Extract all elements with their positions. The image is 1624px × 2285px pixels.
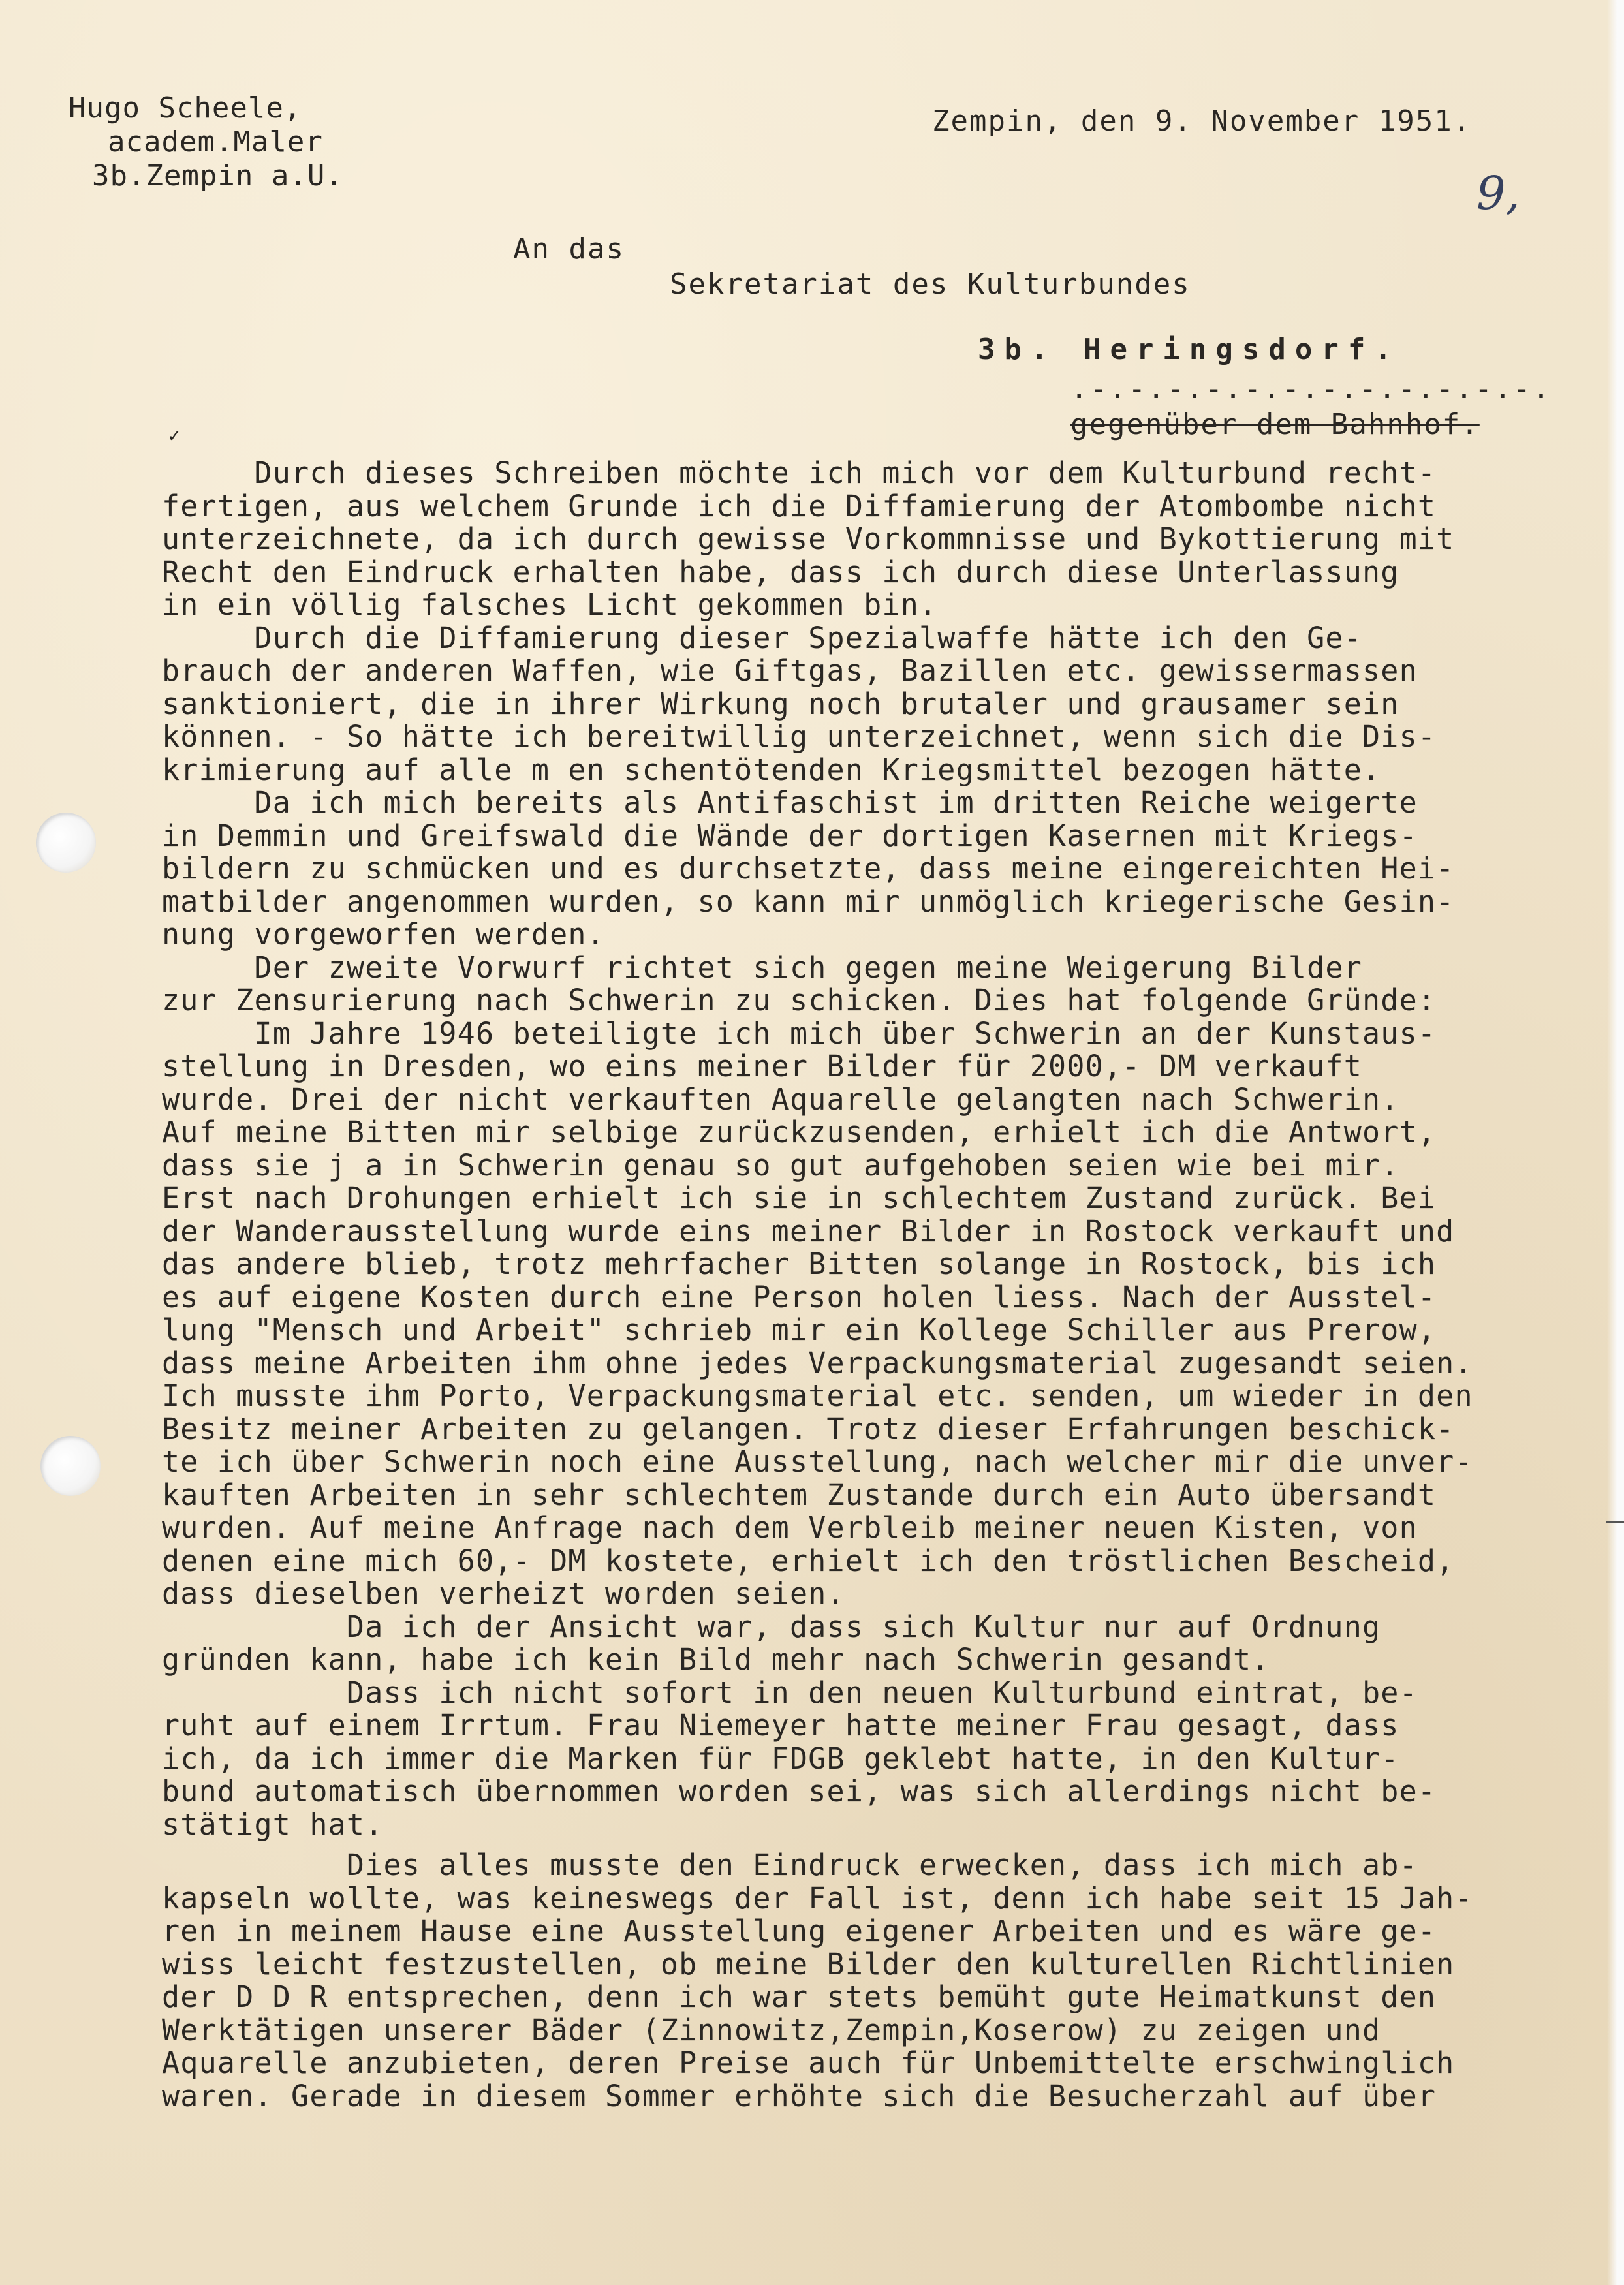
body-line: ren in meinem Hause eine Ausstellung eigener Arbeiten und es wäre ge-: [162, 1914, 1437, 1948]
body-line: krimierung auf alle m en schentötenden Kriegsmittel bezogen hätte.: [162, 752, 1381, 787]
body-line: denen eine mich 60,- DM kostete, erhielt ich den tröstlichen Bescheid,: [162, 1543, 1455, 1578]
body-line: Recht den Eindruck erhalten habe, dass ich durch diese Unterlassung: [162, 554, 1399, 589]
body-line: Durch dieses Schreiben möchte ich mich vor dem Kulturbund recht-: [162, 456, 1437, 490]
body-line: unterzeichnete, da ich durch gewisse Vorkommnisse und Bykottierung mit: [162, 521, 1455, 556]
body-line: Im Jahre 1946 beteiligte ich mich über Schwerin an der Kunstaus-: [162, 1016, 1437, 1051]
body-line: ruht auf einem Irrtum. Frau Niemeyer hatte meiner Frau gesagt, dass: [162, 1708, 1399, 1743]
body-line: waren. Gerade in diesem Sommer erhöhte sich die Besucherzahl auf über: [162, 2078, 1437, 2113]
punch-hole-lower: [40, 1436, 101, 1496]
body-line: wurden. Auf meine Anfrage nach dem Verbleib meiner neuen Kisten, von: [162, 1510, 1418, 1545]
body-line: matbilder angenommen wurden, so kann mir unmöglich kriegerische Gesin-: [162, 884, 1455, 919]
body-line: gründen kann, habe ich kein Bild mehr nach Schwerin gesandt.: [162, 1642, 1270, 1677]
body-line: das andere blieb, trotz mehrfacher Bitten solange in Rostock, bis ich: [162, 1247, 1437, 1281]
sender-name: Hugo Scheele,: [69, 91, 302, 125]
body-line: wurde. Drei der nicht verkauften Aquarelle gelangten nach Schwerin.: [162, 1081, 1399, 1117]
body-line: in Demmin und Greifswald die Wände der dortigen Kasernen mit Kriegs-: [162, 818, 1418, 853]
body-line: dass meine Arbeiten ihm ohne jedes Verpackungsmaterial zugesandt seien.: [162, 1345, 1473, 1380]
body-line: Erst nach Drohungen erhielt ich sie in schlechtem Zustand zurück. Bei: [162, 1181, 1437, 1215]
body-line: der Wanderausstellung wurde eins meiner Bilder in Rostock verkauft und: [162, 1213, 1455, 1249]
body-line: nung vorgeworfen werden.: [162, 917, 606, 952]
body-line: zur Zensurierung nach Schwerin zu schicken. Dies hat folgende Gründe:: [162, 983, 1437, 1018]
body-line: brauch der anderen Waffen, wie Giftgas, Bazillen etc. gewissermassen: [162, 653, 1418, 688]
letter-date: Zempin, den 9. November 1951.: [932, 104, 1472, 138]
body-line: ich, da ich immer die Marken für FDGB geklebt hatte, in den Kultur-: [162, 1741, 1399, 1776]
body-line: stätigt hat.: [162, 1807, 384, 1842]
body-line: Der zweite Vorwurf richtet sich gegen meine Weigerung Bilder: [162, 950, 1362, 985]
body-line: Besitz meiner Arbeiten zu gelangen. Trotz dieser Erfahrungen beschick-: [162, 1411, 1455, 1446]
body-line: Aquarelle anzubieten, deren Preise auch für Unbemittelte erschwinglich: [162, 2045, 1455, 2080]
body-line: stellung in Dresden, wo eins meiner Bilder für 2000,- DM verkauft: [162, 1049, 1362, 1083]
check-mark: ✓: [168, 424, 181, 447]
body-line: kapseln wollte, was keineswegs der Fall ist, denn ich habe seit 15 Jah-: [162, 1880, 1473, 1916]
body-line: es auf eigene Kosten durch eine Person holen liess. Nach der Ausstel-: [162, 1279, 1437, 1314]
body-line: dass dieselben verheizt worden seien.: [162, 1576, 845, 1611]
body-line: Da ich der Ansicht war, dass sich Kultur nur auf Ordnung: [162, 1609, 1381, 1644]
body-line: in ein völlig falsches Licht gekommen bin.: [162, 587, 938, 622]
body-line: Durch die Diffamierung dieser Spezialwaffe hätte ich den Ge-: [162, 620, 1362, 655]
letter-body: [162, 457, 1598, 2113]
body-line: der D D R entsprechen, denn ich war stets bemüht gute Heimatkunst den: [162, 1980, 1437, 2014]
body-line: kauften Arbeiten in sehr schlechtem Zustande durch ein Auto übersandt: [162, 1477, 1437, 1512]
handwritten-page-number: 9,: [1476, 166, 1520, 220]
body-line: Ich musste ihm Porto, Verpackungsmaterial etc. senden, um wieder in den: [162, 1378, 1473, 1413]
sender-title: academ.Maler: [108, 125, 323, 159]
body-line: Dass ich nicht sofort in den neuen Kulturbund eintrat, be-: [162, 1675, 1418, 1710]
body-line: sanktioniert, die in ihrer Wirkung noch brutaler und grausamer sein: [162, 686, 1399, 721]
recipient-line-2: Sekretariat des Kulturbundes: [670, 268, 1191, 301]
sender-place: 3b.Zempin a.U.: [92, 159, 343, 193]
body-line: Da ich mich bereits als Antifaschist im dritten Reiche weigerte: [162, 785, 1418, 820]
recipient-line-1: An das: [513, 232, 625, 266]
body-line: Dies alles musste den Eindruck erwecken, dass ich mich ab-: [162, 1848, 1418, 1882]
punch-hole-upper: [36, 813, 96, 873]
body-line: te ich über Schwerin noch eine Ausstellung, nach welcher mir die unver-: [162, 1444, 1473, 1479]
recipient-divider: .-.-.-.-.-.-.-.-.-.-.-.-.: [1070, 372, 1552, 405]
body-line: fertigen, aus welchem Grunde ich die Diffamierung der Atombombe nicht: [162, 488, 1437, 523]
body-line: dass sie j a in Schwerin genau so gut aufgehoben seien wie bei mir.: [162, 1147, 1399, 1183]
sender-address: [69, 91, 343, 193]
recipient-city: 3b. Heringsdorf.: [978, 333, 1401, 366]
body-line: bund automatisch übernommen worden sei, was sich allerdings nicht be-: [162, 1774, 1437, 1809]
body-line: wiss leicht festzustellen, ob meine Bilder den kulturellen Richtlinien: [162, 1946, 1455, 1982]
body-line: Auf meine Bitten mir selbige zurückzusenden, erhielt ich die Antwort,: [162, 1115, 1437, 1149]
margin-mark: [1606, 1521, 1624, 1523]
body-line: lung "Mensch und Arbeit" schrieb mir ein Kollege Schiller aus Prerow,: [162, 1313, 1437, 1347]
paper-edge: [1607, 0, 1624, 2285]
body-line: bildern zu schmücken und es durchsetzte, dass meine eingereichten Hei-: [162, 851, 1455, 886]
recipient-street-struck: gegenüber dem Bahnhof.: [1070, 408, 1480, 441]
body-line: können. - So hätte ich bereitwillig unterzeichnet, wenn sich die Dis-: [162, 719, 1437, 754]
body-line: Werktätigen unserer Bäder (Zinnowitz,Zempin,Koserow) zu zeigen und: [162, 2012, 1381, 2047]
